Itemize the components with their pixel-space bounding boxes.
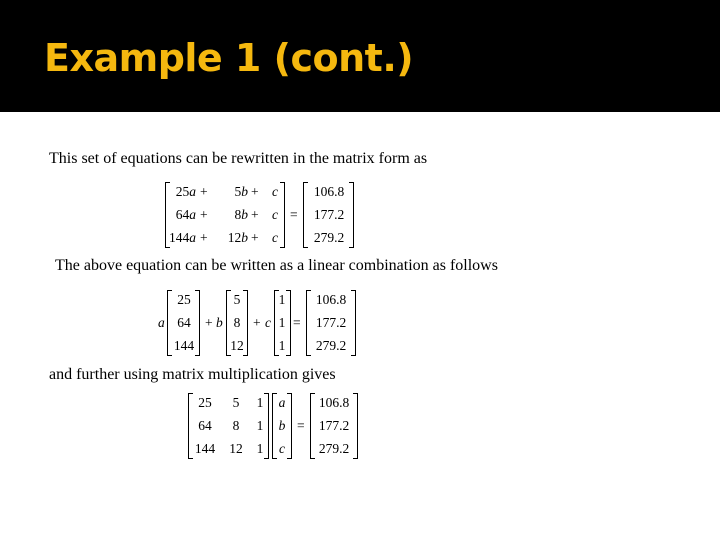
var-c: c	[272, 207, 278, 222]
var-cell: b	[278, 418, 286, 433]
coef: 64a	[175, 207, 196, 222]
matrix-cell: 12	[229, 441, 243, 456]
coef-c: c	[265, 315, 271, 330]
matrix-cell: 64	[198, 418, 212, 433]
coef-b: b	[216, 315, 223, 330]
rhs-value: 177.2	[315, 315, 347, 330]
col-value: 1	[278, 292, 286, 307]
right-bracket	[286, 290, 291, 356]
coef: 144a	[169, 230, 196, 245]
coef: 25a	[175, 184, 196, 199]
right-bracket	[280, 182, 285, 248]
rhs-value: 177.2	[318, 418, 350, 433]
rhs-value: 279.2	[315, 338, 347, 353]
rhs-value: 279.2	[313, 230, 345, 245]
col-value: 5	[233, 292, 241, 307]
plus-sign: +	[200, 230, 208, 245]
plus-sign: +	[200, 207, 208, 222]
matrix-cell: 5	[232, 395, 240, 410]
matrix-cell: 8	[232, 418, 240, 433]
rhs-value: 177.2	[313, 207, 345, 222]
right-bracket	[264, 393, 269, 459]
right-bracket	[351, 290, 356, 356]
coef: 8b	[234, 207, 248, 222]
col-value: 144	[173, 338, 195, 353]
equals-sign: =	[297, 418, 305, 433]
var-cell: a	[278, 395, 286, 410]
plus-sign: +	[205, 315, 213, 330]
right-bracket	[349, 182, 354, 248]
rhs-value: 106.8	[318, 395, 350, 410]
col-value: 64	[177, 315, 191, 330]
plus-sign: +	[251, 184, 259, 199]
text-line-2: The above equation can be written as a linear combination as follows	[55, 257, 498, 274]
var-cell: c	[279, 441, 285, 456]
coef-a: a	[158, 315, 165, 330]
var-c: c	[272, 230, 278, 245]
plus-sign: +	[200, 184, 208, 199]
col-value: 1	[278, 338, 286, 353]
plus-sign: +	[251, 230, 259, 245]
right-bracket	[195, 290, 200, 356]
matrix-cell: 144	[194, 441, 216, 456]
col-value: 25	[177, 292, 191, 307]
text-line-3: and further using matrix multiplication gives	[49, 366, 336, 383]
coef: 5b	[234, 184, 248, 199]
plus-sign: +	[253, 315, 261, 330]
coef: 12b	[227, 230, 248, 245]
equals-sign: =	[293, 315, 301, 330]
rhs-value: 279.2	[318, 441, 350, 456]
rhs-value: 106.8	[313, 184, 345, 199]
equals-sign: =	[290, 207, 298, 222]
slide-title: Example 1 (cont.)	[44, 36, 414, 80]
text-line-1: This set of equations can be rewritten in the matrix form as	[49, 150, 428, 167]
col-value: 1	[278, 315, 286, 330]
var-c: c	[272, 184, 278, 199]
right-bracket	[243, 290, 248, 356]
col-value: 8	[233, 315, 241, 330]
col-value: 12	[230, 338, 244, 353]
plus-sign: +	[251, 207, 259, 222]
matrix-cell: 25	[198, 395, 212, 410]
title-bar	[0, 0, 720, 112]
right-bracket	[287, 393, 292, 459]
rhs-value: 106.8	[315, 292, 347, 307]
matrix-cell: 1	[256, 395, 264, 410]
right-bracket	[353, 393, 358, 459]
matrix-cell: 1	[256, 441, 264, 456]
matrix-cell: 1	[256, 418, 264, 433]
